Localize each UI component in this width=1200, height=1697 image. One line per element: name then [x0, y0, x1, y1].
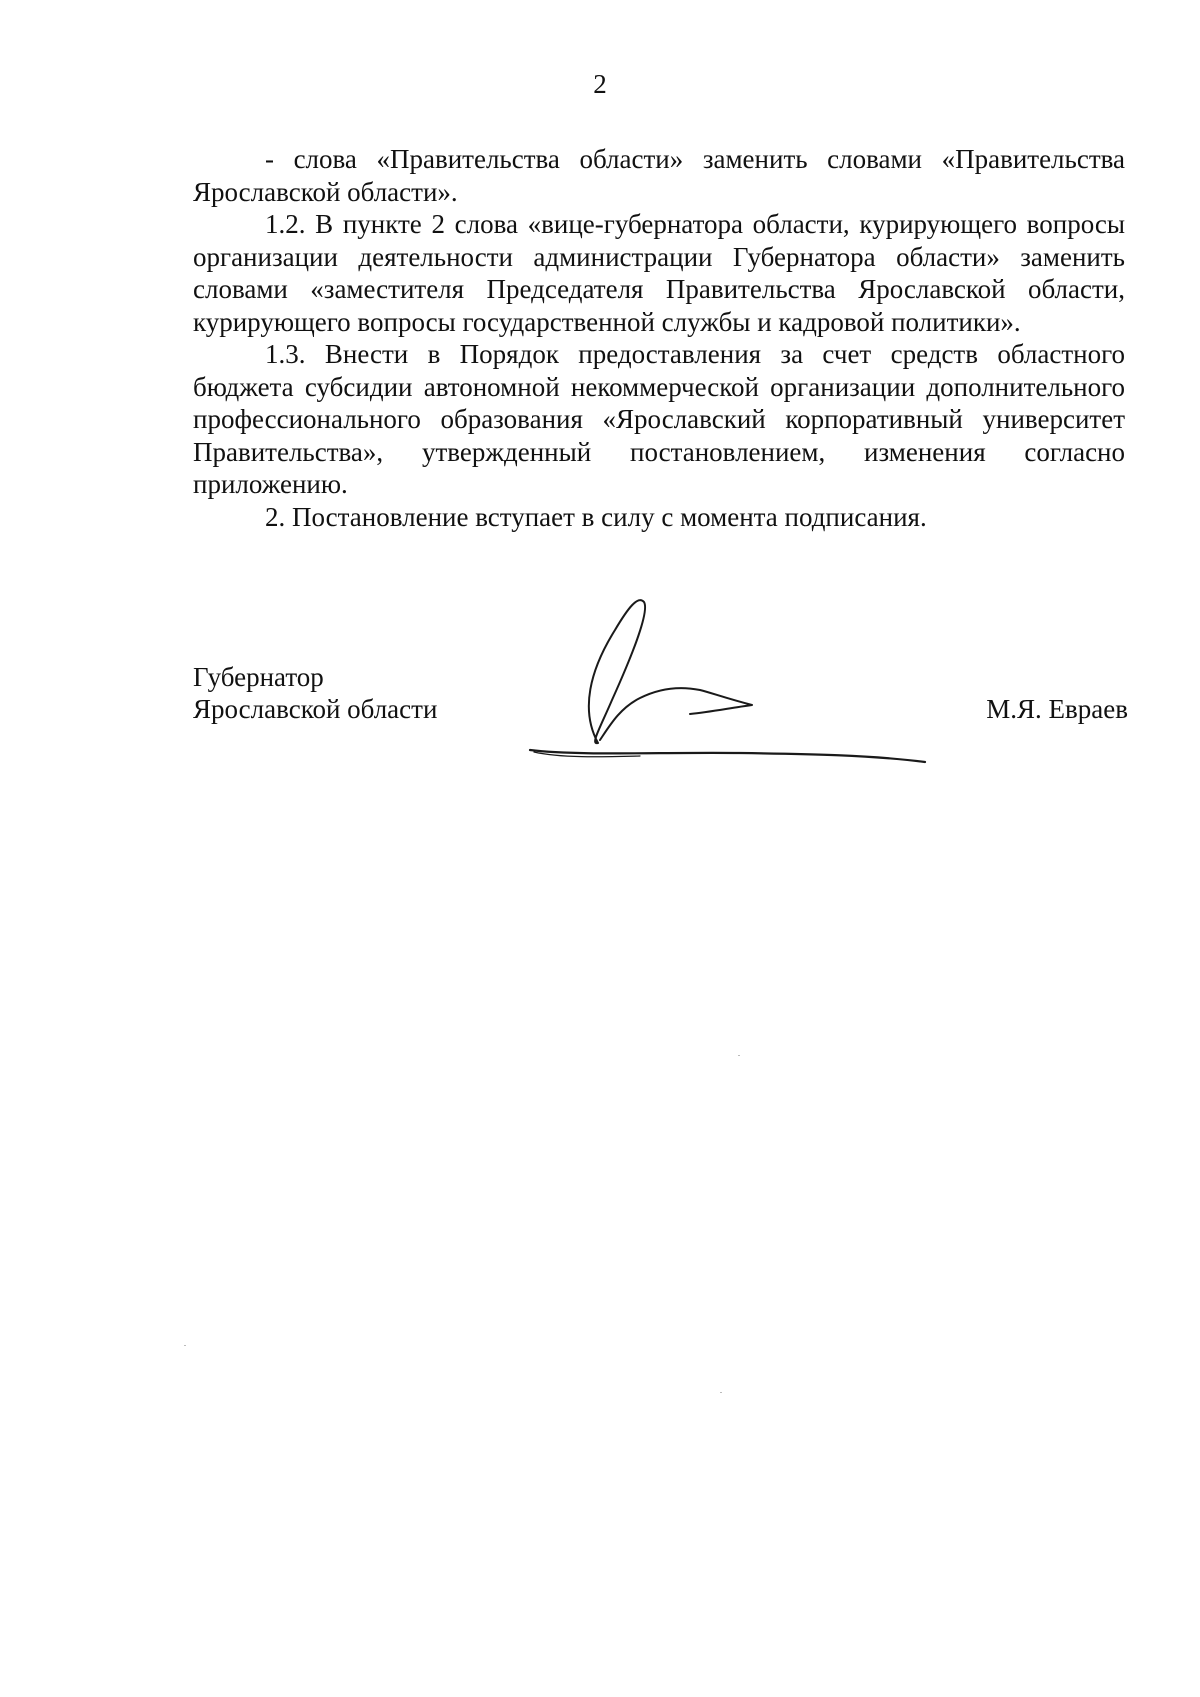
paragraph-item-2: 2. Постановление вступает в силу с момента подписания. — [265, 501, 927, 532]
signatory-position-line1: Губернатор — [193, 662, 324, 692]
paragraph-item-1-3: 1.3. Внести в Порядок предоставления за счет средств областного бюджета субсидии автономной некоммерческой организации дополнительного профессионального образования «Ярославский корпоративный университет Правительства», утвержденный постановлением, изменения согласно приложению. — [193, 339, 1125, 499]
signatory-position-line2: Ярославской области — [193, 694, 438, 724]
signatory-position — [193, 661, 437, 725]
scan-speck — [738, 1055, 740, 1056]
paragraph-item-1-2: 1.2. В пункте 2 слова «вице-губернатора области, курирующего вопросы организации деятельности администрации Губернатора области» заменить словами «заместителя Председателя Правительства Ярославской области, курирующего вопросы государственной службы и кадровой политики». — [193, 209, 1125, 337]
scan-speck — [184, 1345, 186, 1346]
scan-speck — [720, 1392, 722, 1393]
paragraph-replace-words: - слова «Правительства области» заменить словами «Правительства Ярославской области». — [193, 144, 1125, 207]
handwritten-signature — [520, 590, 940, 770]
page-number: 2 — [593, 69, 607, 99]
signatory-name: М.Я. Евраев — [986, 694, 1128, 724]
document-body — [193, 143, 1125, 533]
